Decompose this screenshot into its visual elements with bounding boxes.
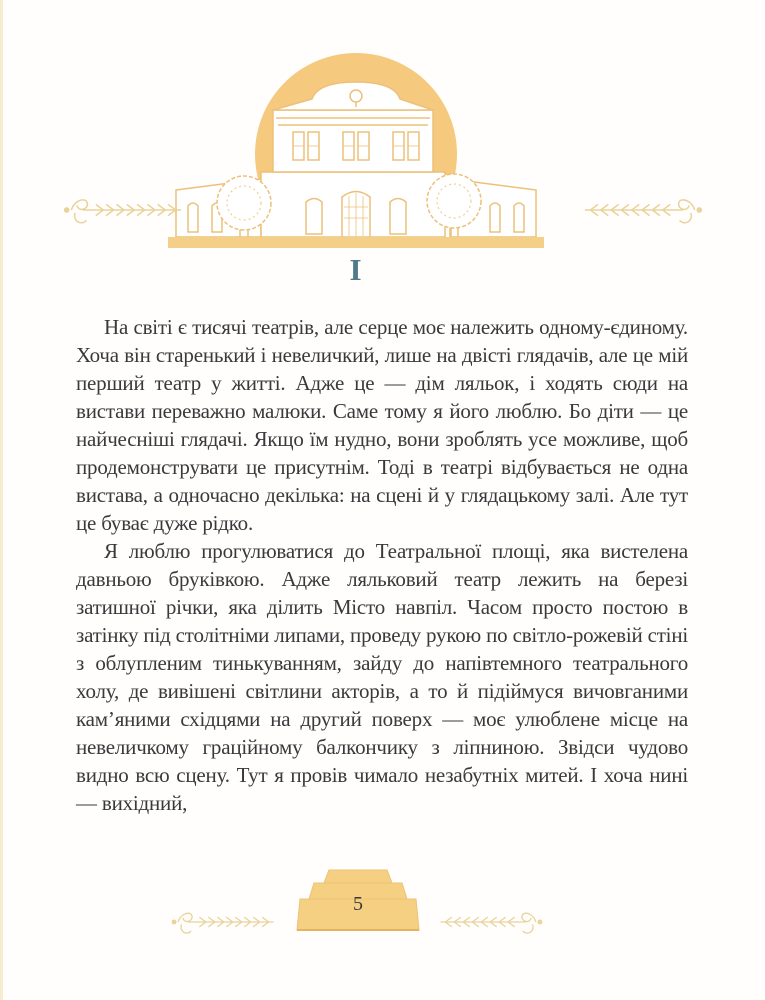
body-text — [76, 313, 688, 817]
right-flourish-icon — [582, 188, 704, 232]
footer-left-flourish-icon — [170, 902, 276, 942]
left-flourish-icon — [62, 188, 184, 232]
theater-facade-sun-icon — [166, 52, 546, 252]
page-edge-strip — [0, 0, 3, 1000]
building-base — [168, 237, 544, 248]
paragraph-1: На світі є тисячі театрів, але серце моє належить одному-єдиному. Хоча він старенький і невеличкий, лише на двісті глядачів, але це мій перший театр у житті. Адже це — дім ляльок, і ходять сюди на вистави переважно малюки. Саме тому я його люблю. Бо діти — це найчесніші глядачі. Якщо їм нудно, вони зроблять усе можливе, щоб продемонструвати це присутнім. Тоді в театрі відбувається не одна вистава, а одночасно декілька: на сцені й у глядацькому залі. Але тут це буває дуже рідко. — [76, 315, 688, 535]
theater-illustration — [166, 52, 546, 252]
chapter-numeral: I — [349, 252, 363, 287]
paragraph-2: Я люблю прогулюватися до Театральної площі, яка вистелена давньою бруківкою. Адже ляльковий театр лежить на березі затишної річки, яка ділить Місто навпіл. Часом просто постою в затінку під столітніми липами, проведу рукою по світло-рожевій стіні з облупленим тинькуванням, зайду до напівтемного театрального холу, де вивішені світлини акторів, а то й підіймуся вичовганими кам’яними східцями на другий поверх — моє улюблене місце на невеличкому граційному балкончику з ліпниною. Звідси чудово видно всю сцену. Тут я провів чимало незабутніх митей. І хоча нині — вихідний, — [76, 539, 688, 815]
page-number: 5 — [353, 893, 363, 915]
footer-right-flourish-icon — [438, 902, 544, 942]
